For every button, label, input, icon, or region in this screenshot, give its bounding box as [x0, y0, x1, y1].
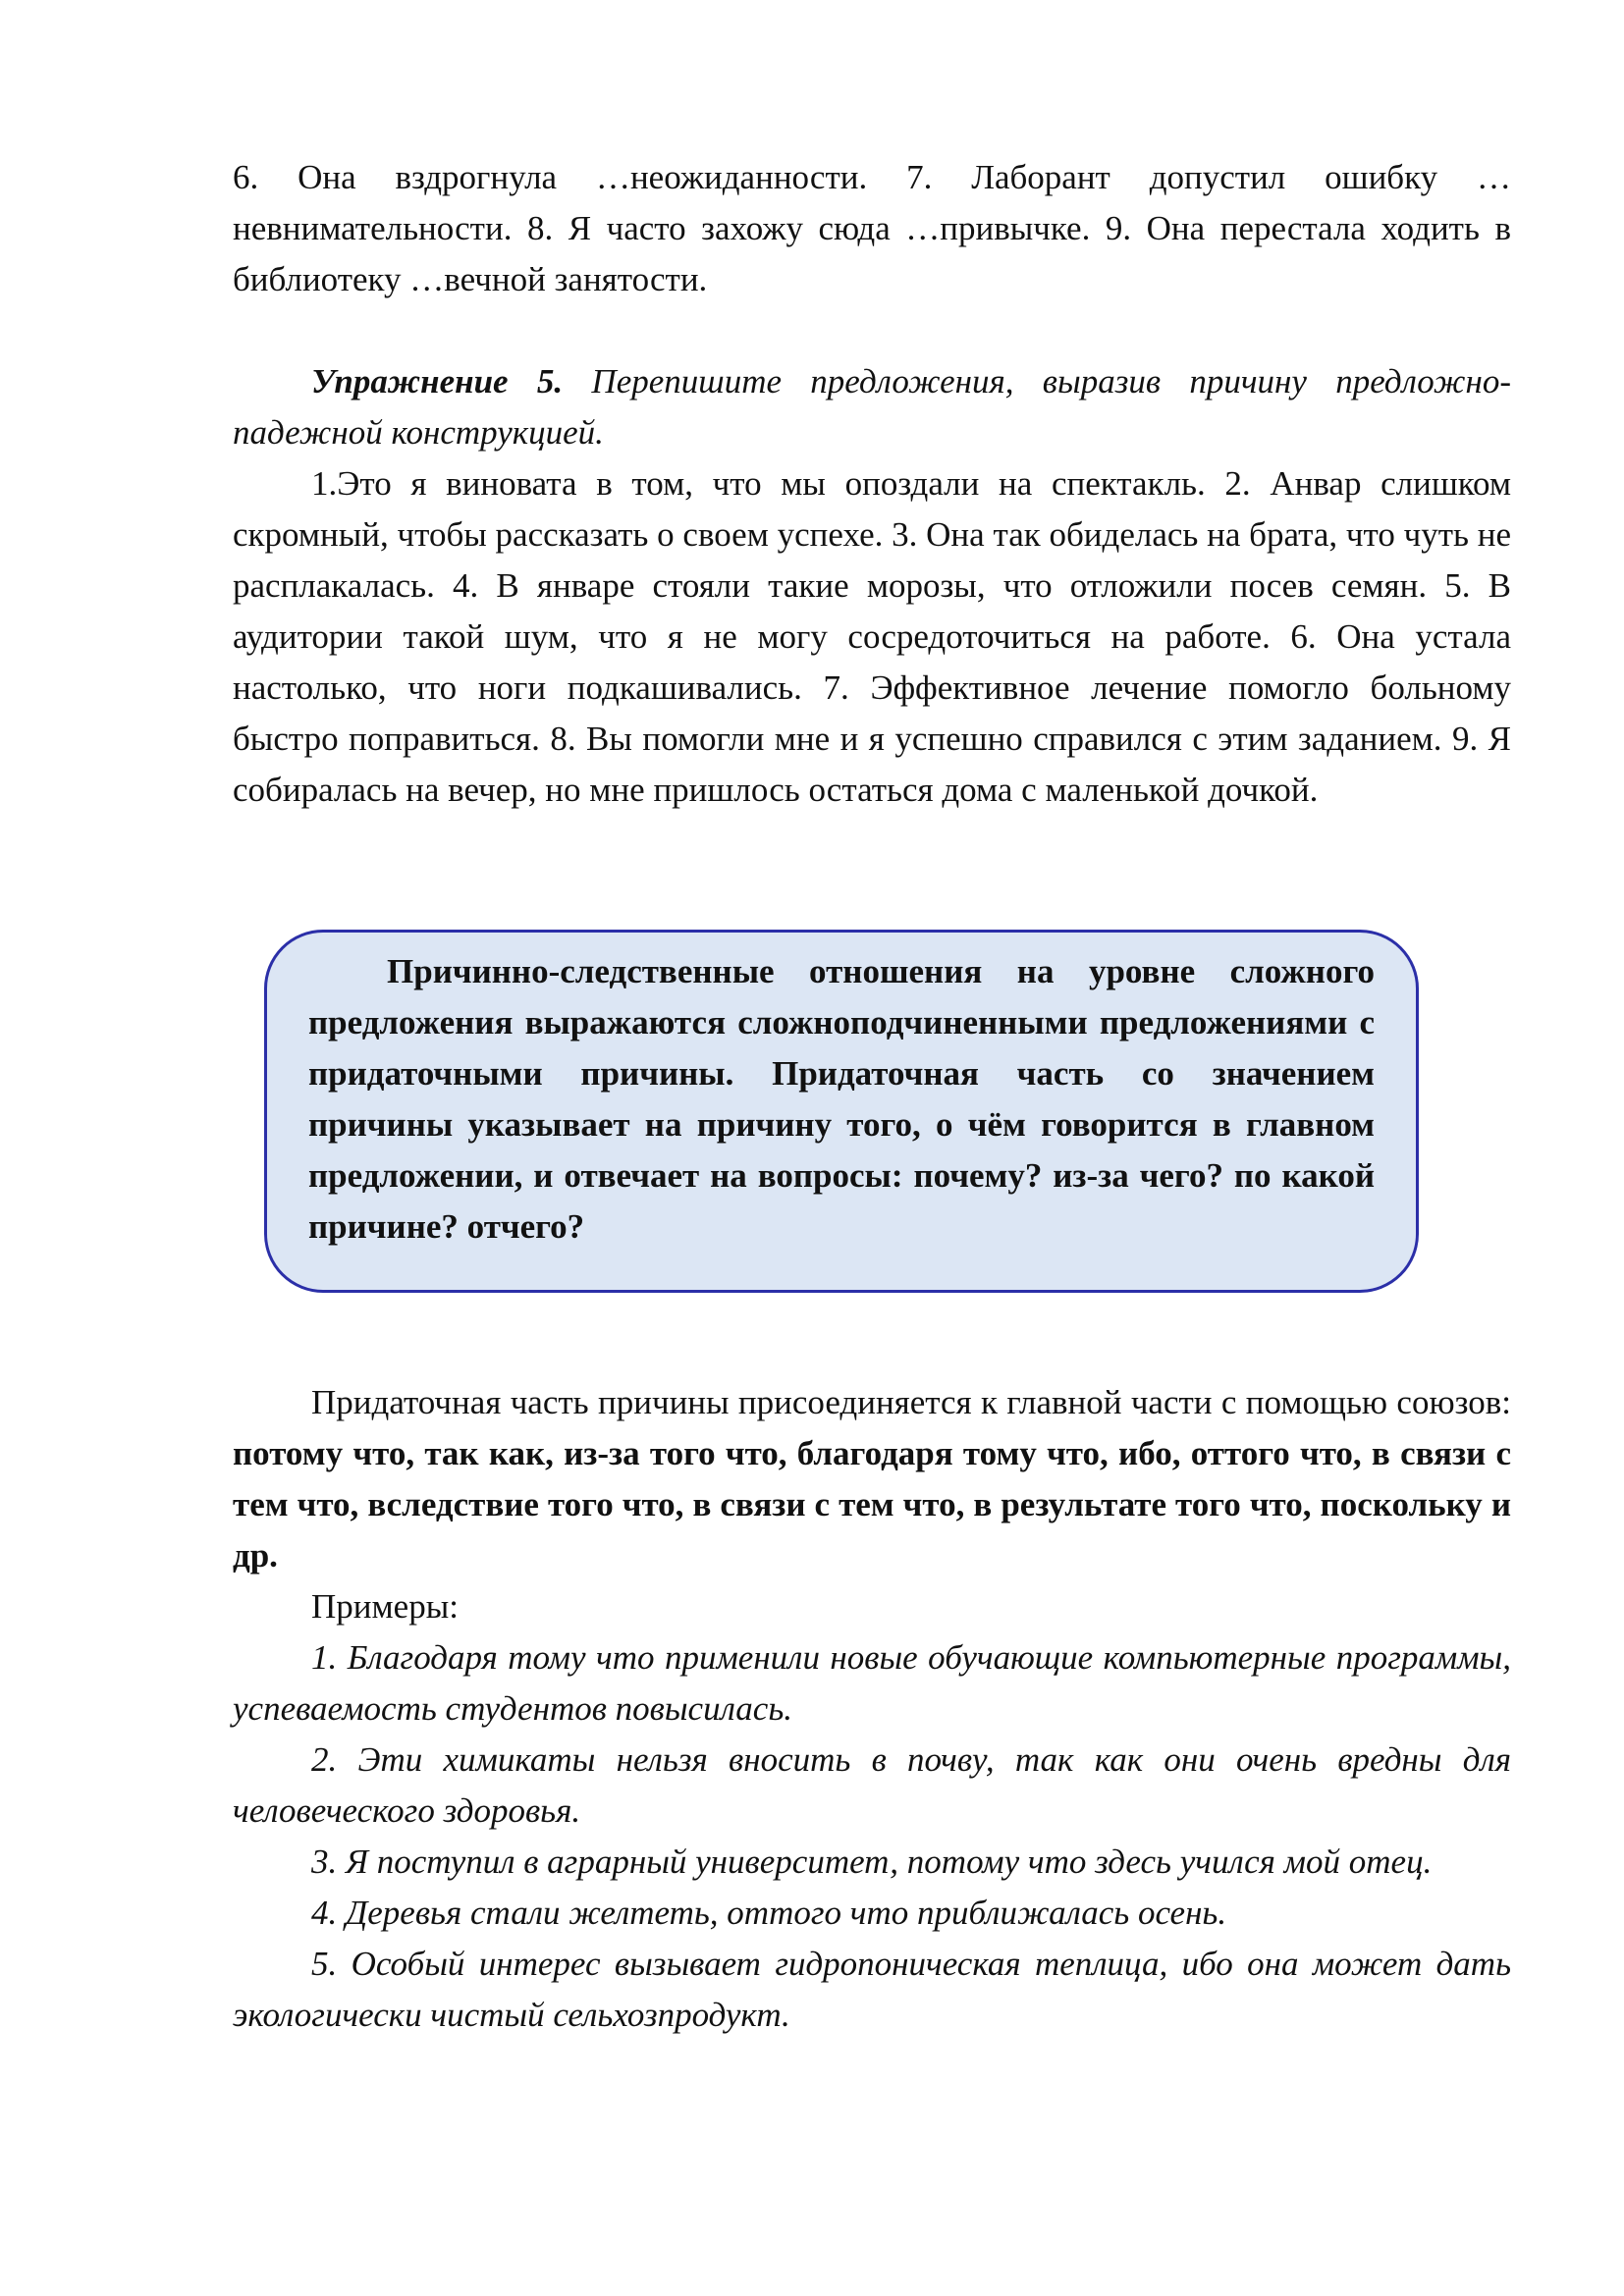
rule-box: [264, 930, 1419, 1293]
conjunctions-intro: Придаточная часть причины присоединяется к главной части с помощью союзов:: [311, 1383, 1511, 1421]
example-item: 3. Я поступил в аграрный университет, потому что здесь учился мой отец.: [311, 1842, 1433, 1881]
example-item: 4. Деревья стали желтеть, оттого что приближалась осень.: [311, 1894, 1227, 1932]
conjunctions-list: потому что, так как, из-за того что, благодаря тому что, ибо, оттого что, в связи с тем что, вследствие того что, в связи с тем что, в результате того что, поскольку и др.: [233, 1434, 1511, 1575]
conjunctions-paragraph: [233, 1377, 1511, 1581]
exercise4-continuation: 6. Она вздрогнула …неожиданности. 7. Лаборант допустил ошибку …невнимательности. 8. Я часто захожу сюда …привычке. 9. Она перестала ходить в библиотеку …вечной занятости.: [233, 158, 1511, 298]
examples-list: [233, 1632, 1511, 2041]
examples-heading: Примеры:: [311, 1587, 459, 1626]
example-item: 2. Эти химикаты нельзя вносить в почву, так как они очень вредны для человеческого здоровья.: [233, 1740, 1511, 1830]
exercise5-instruction: Перепишите предложения, выразив причину предложно-падежной конструкцией.: [233, 362, 1511, 452]
example-item: 1. Благодаря тому что применили новые обучающие компьютерные программы, успеваемость студентов повысилась.: [233, 1638, 1511, 1728]
document-page: [233, 152, 1511, 2041]
exercise5-body: 1.Это я виновата в том, что мы опоздали на спектакль. 2. Анвар слишком скромный, чтобы рассказать о своем успехе. 3. Она так обиделась на брата, что чуть не расплакалась. 4. В январе стояли такие морозы, что отложили посев семян. 5. В аудитории такой шум, что я не могу сосредоточиться на работе. 6. Она устала настолько, что ноги подкашивались. 7. Эффективное лечение помогло больному быстро поправиться. 8. Вы помогли мне и я успешно справился с этим заданием. 9. Я собиралась на вечер, но мне пришлось остаться дома с маленькой дочкой.: [233, 464, 1511, 809]
example-item: 5. Особый интерес вызывает гидропоническая теплица, ибо она может дать экологически чистый сельхозпродукт.: [233, 1945, 1511, 2034]
conjunctions-section: [233, 1377, 1511, 2041]
exercise5-heading: [233, 356, 1511, 458]
exercise5: [233, 356, 1511, 816]
exercise5-label: Упражнение 5.: [311, 362, 564, 400]
rule-text: Причинно-следственные отношения на уровне сложного предложения выражаются сложноподчиненными предложениями с придаточными причины. Придаточная часть со значением причины указывает на причину того, о чём говорится в главном предложении, и отвечает на вопросы: почему? из-за чего? по какой причине? отчего?: [308, 952, 1375, 1246]
